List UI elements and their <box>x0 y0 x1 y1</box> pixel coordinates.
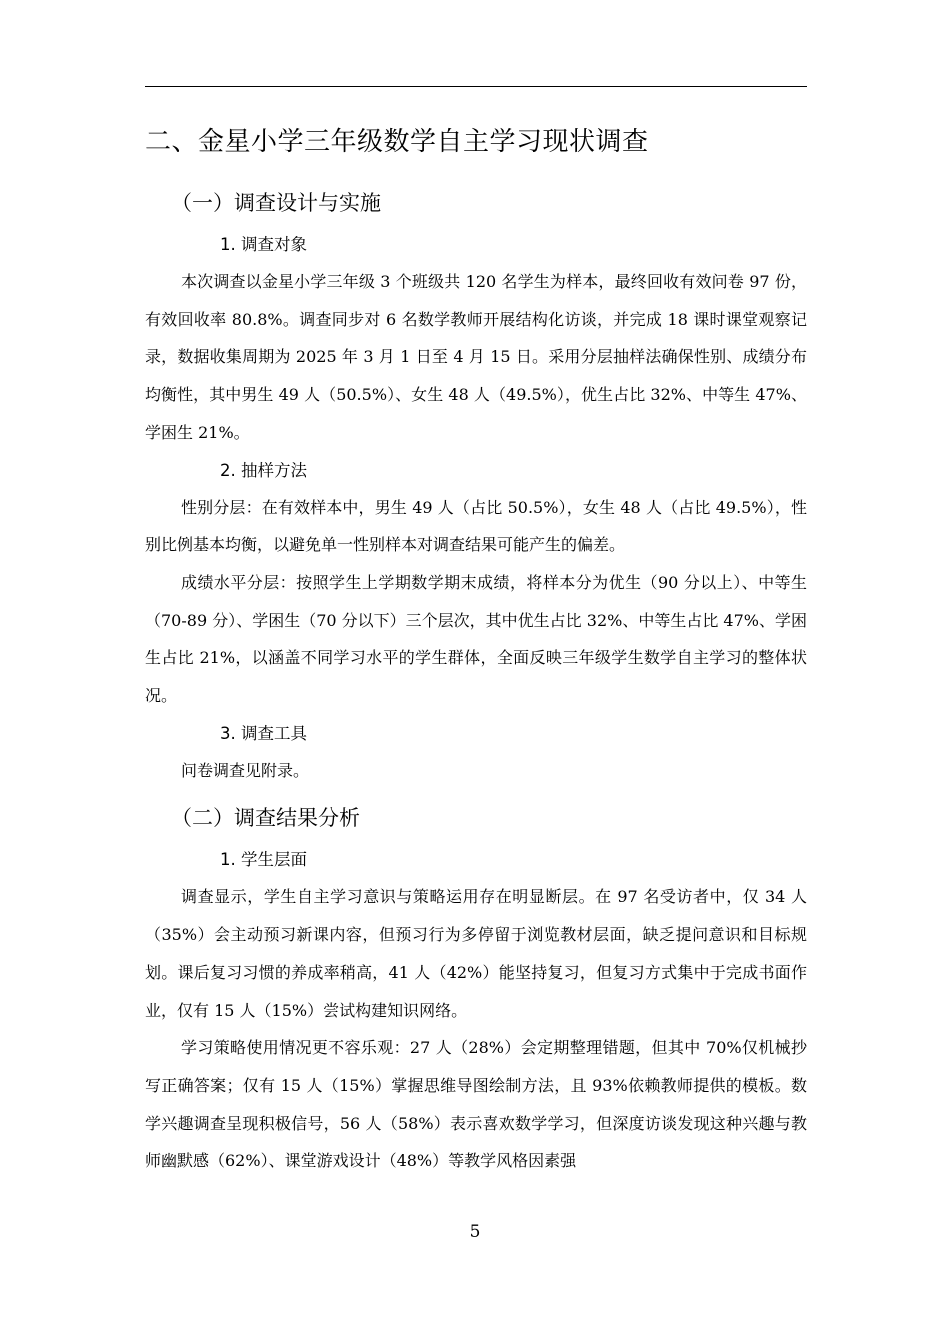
page-content <box>145 118 807 1180</box>
subsection-title: （一）调查设计与实施 <box>171 191 381 215</box>
paragraph: 调查显示，学生自主学习意识与策略运用存在明显断层。在 97 名受访者中，仅 34 人（35%）会主动预习新课内容，但预习行为多停留于浏览教材层面，缺乏提问意识和目标规划。课后复习习惯的养成率稍高，41 人（42%）能坚持复习，但复习方式集中于完成书面作业，仅有 15 人（15%）尝试构建知识网络。 <box>145 887 807 1020</box>
item-title: 1. 学生层面 <box>220 850 307 870</box>
item-title: 1. 调查对象 <box>220 235 307 254</box>
paragraph: 问卷调查见附录。 <box>181 760 310 780</box>
page-number: 5 <box>469 1222 481 1242</box>
paragraph: 学习策略使用情况更不容乐观：27 人（28%）会定期整理错题，但其中 70%仅机械抄写正确答案；仅有 15 人（15%）掌握思维导图绘制方法，且 93%依赖教师提供的模板。数学兴趣调查呈现积极信号，56 人（58%）表示喜欢数学学习，但深度访谈发现这种兴趣与教师幽默感（62%）、课堂游戏设计（48%）等教学风格因素强 <box>145 1038 807 1171</box>
section-title: 二、金星小学三年级数学自主学习现状调查 <box>145 127 649 157</box>
header-rule <box>145 86 807 87</box>
item-title: 3. 调查工具 <box>220 723 307 743</box>
item-title: 2. 抽样方法 <box>220 460 307 480</box>
subsection-title: （二）调查结果分析 <box>171 806 360 831</box>
paragraph: 性别分层：在有效样本中，男生 49 人（占比 50.5%），女生 48 人（占比 49.5%），性别比例基本均衡，以避免单一性别样本对调查结果可能产生的偏差。 <box>145 497 807 555</box>
paragraph: 本次调查以金星小学三年级 3 个班级共 120 名学生为样本，最终回收有效问卷 97 份，有效回收率 80.8%。调查同步对 6 名数学教师开展结构化访谈，并完成 18 课时课堂观察记录，数据收集周期为 2025 年 3 月 1 日至 4 月 15 日。采用分层抽样法确保性别、成绩分布均衡性，其中男生 49 人（50.5%）、女生 48 人（49.5%），优生占比 32%、中等生 47%、学困生 21%。 <box>145 272 807 442</box>
paragraph: 成绩水平分层：按照学生上学期数学期末成绩，将样本分为优生（90 分以上）、中等生（70-89 分）、学困生（70 分以下）三个层次，其中优生占比 32%、中等生占比 47%、学困生占比 21%，以涵盖不同学习水平的学生群体，全面反映三年级学生数学自主学习的整体状况。 <box>145 572 807 706</box>
